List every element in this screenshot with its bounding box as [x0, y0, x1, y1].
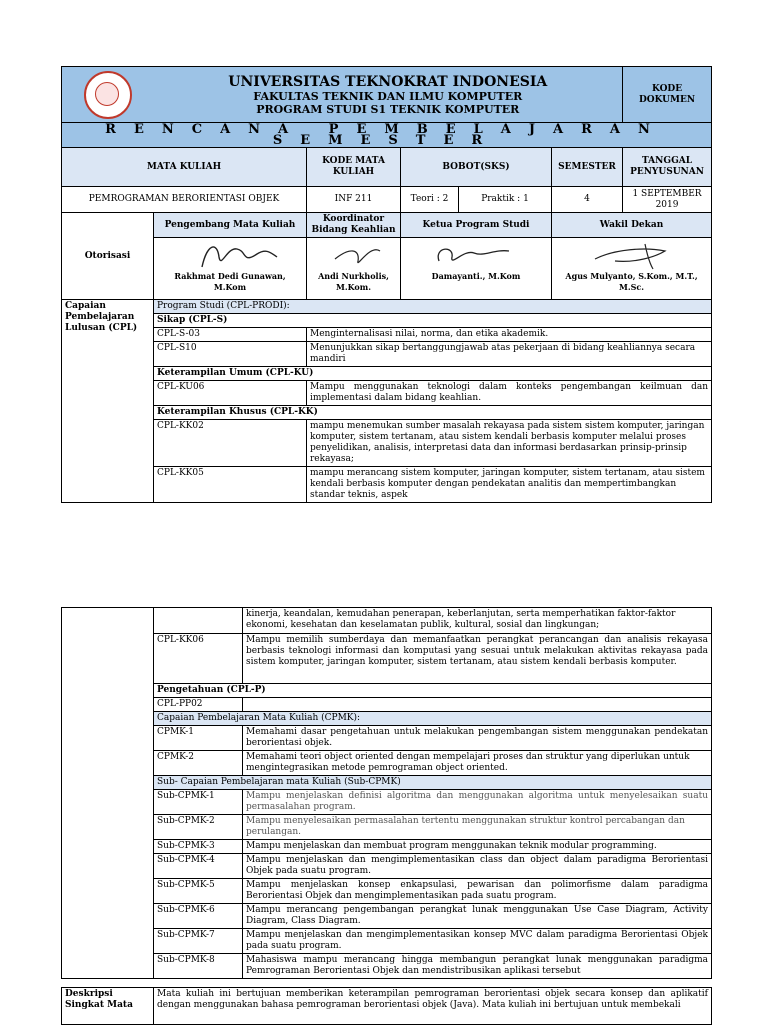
program-name: PROGRAM STUDI S1 TEKNIK KOMPUTER	[256, 102, 520, 116]
cpmk-heading: Capaian Pembelajaran Mata Kuliah (CPMK):	[154, 712, 712, 726]
cpl-label-continued	[62, 608, 154, 979]
kk05-code-continued	[154, 608, 243, 634]
signature-kaprodi-image	[404, 239, 544, 271]
faculty-name: FAKULTAS TEKNIK DAN ILMU KOMPUTER	[253, 89, 523, 103]
cpmk2-code: CPMK-2	[154, 751, 243, 776]
course-code: INF 211	[307, 187, 401, 213]
kode-dokumen: KODE DOKUMEN	[623, 67, 712, 123]
mata-kuliah-header: MATA KULIAH	[62, 148, 307, 187]
course-tanggal: 1 SEPTEMBER 2019	[623, 187, 712, 213]
deskripsi-text: Mata kuliah ini bertujuan memberikan keterampilan pemrograman berorientasi objek secara konsep dan aplikatif dengan menggunakan bahasa pemrograman berorientasi objek (Java). Mata kuliah ini bertujuan untuk membekali	[154, 988, 712, 1025]
cpl-kk05-text: mampu merancang sistem komputer, jaringan komputer, sistem tertanam, atau sistem kendali berbasis komputer dengan pendekatan analitis dan mempertimbangkan standar teknis, aspek	[307, 467, 712, 503]
signature-pengembang-image	[157, 239, 297, 271]
subcpmk7-text: Mampu menjelaskan dan mengimplementasikan konsep MVC dalam paradigma Berorientasi Objek pada suatu program.	[243, 929, 712, 954]
subcpmk3-text: Mampu menjelaskan dan membuat program menggunakan teknik modular programming.	[243, 840, 712, 854]
subcpmk4-text: Mampu menjelaskan dan mengimplementasikan class dan object dalam paradigma Berorientasi Objek pada suatu program.	[243, 854, 712, 879]
subcpmk3-code: Sub-CPMK-3	[154, 840, 243, 854]
cpl-prodi-heading: Program Studi (CPL-PRODI):	[154, 300, 712, 314]
course-teori: Teori : 2	[401, 187, 459, 213]
rps-page2-table	[61, 607, 712, 979]
university-logo	[84, 71, 132, 119]
cpl-kk05-code: CPL-KK05	[154, 467, 307, 503]
role-pengembang: Pengembang Mata Kuliah	[154, 213, 307, 238]
cpl-kk06-text: Mampu memilih sumberdaya dan memanfaatkan perangkat perancangan dan analisis rekayasa berbasis teknologi informasi dan komputasi yang sesuai untuk melakukan aktivitas rekayasa pada sistem komputer, jaringan komputer, sistem tertanam, atau sistem kendali berbasis komputer.	[243, 634, 712, 684]
subcpmk2-code: Sub-CPMK-2	[154, 815, 243, 840]
subcpmk1-text: Mampu menjelaskan definisi algoritma dan menggunakan algoritma untuk menyelesaikan suatu permasalahan program.	[243, 790, 712, 815]
cpl-ku06-code: CPL-KU06	[154, 381, 307, 406]
signature-koordinator-cell	[307, 238, 401, 300]
signature-kaprodi-cell	[401, 238, 552, 300]
course-semester: 4	[552, 187, 623, 213]
cpl-kk-heading: Keterampilan Khusus (CPL-KK)	[154, 406, 712, 420]
signature-pengembang-cell	[154, 238, 307, 300]
bobot-header: BOBOT(SKS)	[401, 148, 552, 187]
cpl-s10-code: CPL-S10	[154, 342, 307, 367]
role-kaprodi: Ketua Program Studi	[401, 213, 552, 238]
cpl-label: Capaian Pembelajaran Lulusan (CPL)	[62, 300, 154, 503]
header-title-cell	[154, 67, 623, 123]
subcpmk2-text: Mampu menyelesaikan permasalahan tertentu menggunakan struktur kontrol percabangan dan perulangan.	[243, 815, 712, 840]
cpmk1-text: Memahami dasar pengetahuan untuk melakukan pengembangan sistem menggunakan pendekatan berorientasi objek.	[243, 726, 712, 751]
name-wadek: Agus Mulyanto, S.Kom., M.T., M.Sc.	[565, 271, 698, 292]
tanggal-header: TANGGAL PENYUSUNAN	[623, 148, 712, 187]
cpl-ku-heading: Keterampilan Umum (CPL-KU)	[154, 367, 712, 381]
cpl-pp02-text	[243, 698, 712, 712]
signature-wadek-cell	[552, 238, 712, 300]
cpl-kk05-text-continued: kinerja, keandalan, kemudahan penerapan, keberlanjutan, serta memperhatikan faktor-faktor ekonomi, kesehatan dan keselamatan publik, kultural, sosial dan lingkungan;	[243, 608, 712, 634]
signature-koordinator-image	[310, 239, 396, 271]
subcpmk5-text: Mampu menjelaskan konsep enkapsulasi, pewarisan dan polimorfisme dalam paradigma Berorientasi Objek dan mengimplementasikan pada suatu program.	[243, 879, 712, 904]
subcpmk6-text: Mampu merancang pengembangan perangkat lunak menggunakan Use Case Diagram, Activity Diagram, Class Diagram.	[243, 904, 712, 929]
cpl-kk06-code: CPL-KK06	[154, 634, 243, 684]
deskripsi-table	[61, 987, 712, 1025]
name-pengembang: Rakhmat Dedi Gunawan, M.Kom	[174, 271, 286, 292]
cpl-pp02-code: CPL-PP02	[154, 698, 243, 712]
kode-mk-header: KODE MATA KULIAH	[307, 148, 401, 187]
subcpmk7-code: Sub-CPMK-7	[154, 929, 243, 954]
course-name: PEMROGRAMAN BERORIENTASI OBJEK	[62, 187, 307, 213]
cpl-pengetahuan-heading: Pengetahuan (CPL-P)	[154, 684, 712, 698]
cpl-kk02-text: mampu menemukan sumber masalah rekayasa pada sistem sistem komputer, jaringan komputer, sistem tertanam, atau sistem kendali berbasis komputer melalui proses penyelidikan, analisis, interpretasi data dan informasi berdasarkan prinsip-prinsip rekayasa;	[307, 420, 712, 467]
university-logo-cell	[62, 67, 154, 123]
role-wadek: Wakil Dekan	[552, 213, 712, 238]
name-kaprodi: Damayanti., M.Kom	[431, 271, 521, 281]
cpl-sikap-heading: Sikap (CPL-S)	[154, 314, 712, 328]
rps-title: RENCANA PEMBELAJARAN SEMESTER	[62, 123, 712, 148]
cpmk2-text: Memahami teori object oriented dengan mempelajari proses dan struktur yang diperlukan untuk mengintegrasikan metode pemrograman object oriented.	[243, 751, 712, 776]
rps-page1-table	[61, 66, 712, 503]
signature-wadek-image	[555, 239, 705, 271]
cpl-s03-text: Menginternalisasi nilai, norma, dan etika akademik.	[307, 328, 712, 342]
university-name: UNIVERSITAS TEKNOKRAT INDONESIA	[228, 73, 548, 90]
deskripsi-label: Deskripsi Singkat Mata	[62, 988, 154, 1025]
otorisasi-label: Otorisasi	[62, 213, 154, 300]
subcpmk1-code: Sub-CPMK-1	[154, 790, 243, 815]
cpl-s03-code: CPL-S-03	[154, 328, 307, 342]
course-praktik: Praktik : 1	[459, 187, 552, 213]
cpl-s10-text: Menunjukkan sikap bertanggungjawab atas pekerjaan di bidang keahliannya secara mandiri	[307, 342, 712, 367]
subcpmk4-code: Sub-CPMK-4	[154, 854, 243, 879]
subcpmk6-code: Sub-CPMK-6	[154, 904, 243, 929]
semester-header: SEMESTER	[552, 148, 623, 187]
name-koordinator: Andi Nurkholis, M.Kom.	[318, 271, 389, 292]
cpl-ku06-text: Mampu menggunakan teknologi dalam konteks pengembangan keilmuan dan implementasi dalam bidang keahlian.	[307, 381, 712, 406]
subcpmk-heading: Sub- Capaian Pembelajaran mata Kuliah (Sub-CPMK)	[154, 776, 712, 790]
cpl-kk02-code: CPL-KK02	[154, 420, 307, 467]
role-koordinator: Koordinator Bidang Keahlian	[307, 213, 401, 238]
subcpmk5-code: Sub-CPMK-5	[154, 879, 243, 904]
subcpmk8-code: Sub-CPMK-8	[154, 954, 243, 979]
subcpmk8-text: Mahasiswa mampu merancang hingga membangun perangkat lunak menggunakan paradigma Pemrograman Berorientasi Objek dan mendistribusikan aplikasi tersebut	[243, 954, 712, 979]
cpmk1-code: CPMK-1	[154, 726, 243, 751]
